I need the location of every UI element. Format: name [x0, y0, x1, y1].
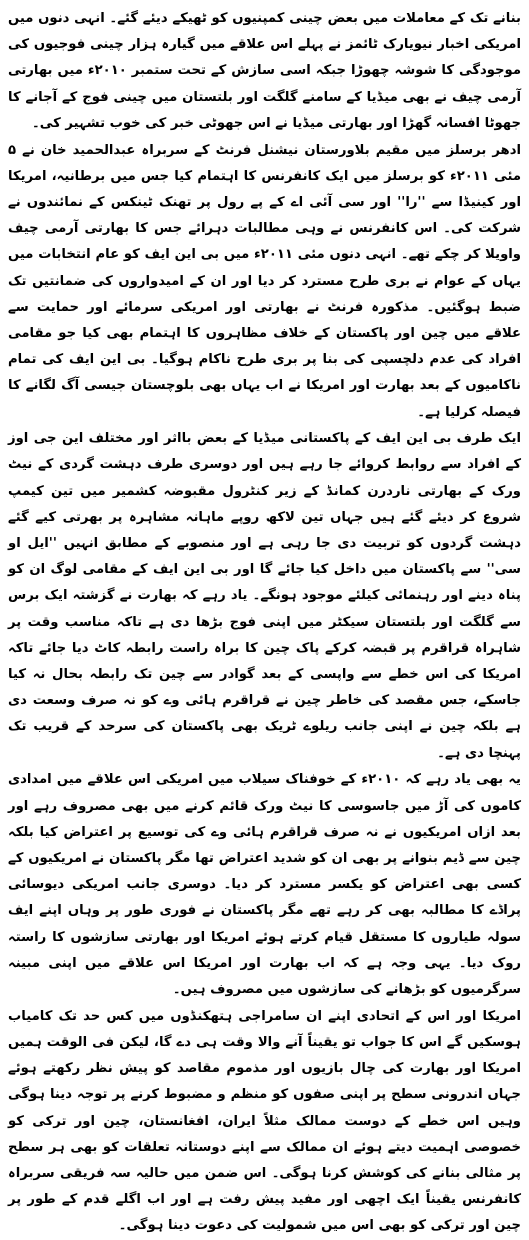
article-paragraph-5: امریکا اور اس کے اتحادی اپنے ان سامراجی ہتھکنڈوں میں کس حد تک کامیاب ہوسکیں گے اس کا جواب تو یقیناً آنے والا وقت ہی دے گا، لیکن فی الوقت ہمیں امریکا اور بھارت کی چال بازیوں اور مذموم مقاصد کو پیش نظر رکھتے ہوئے جہاں اندرونی سطح پر اپنی صفوں کو منظم و مضبوط کرنے پر توجہ دینا ہوگی وہیں اس خطے کے دوست ممالک مثلاً ایران، افغانستان، چین اور ترکی کو خصوصی اہمیت دیتے ہوئے ان ممالک سے اپنے دوستانہ تعلقات کو بھی ہر سطح پر مثالی بنانے کی کوشش کرنا ہوگی۔ اس ضمن میں حالیہ سہ فریقی سربراہ کانفرنس یقیناً ایک اچھی اور مفید پیش رفت ہے اور اب اگلے قدم کے طور پر چین اور ترکی کو بھی اس میں شمولیت کی دعوت دینا ہوگی۔ [8, 1008, 521, 1234]
article-paragraph-4: یہ بھی یاد رہے کہ ۲۰۱۰ء کے خوفناک سیلاب میں امریکی اس علاقے میں امدادی کاموں کی آڑ میں جاسوسی کا نیٹ ورک قائم کرنے میں بھی مصروف رہے اور بعد ازاں امریکیوں نے نہ صرف قراقرم ہائی وے کی توسیع پر اعتراض کیا بلکہ چین سے ڈیم بنوانے پر بھی ان کو شدید اعتراض تھا مگر پاکستان نے امریکیوں کے کسی بھی اعتراض کو یکسر مسترد کر دیا۔ دوسری جانب امریکی دیوسائی پراڈے کا مطالبہ بھی کر رہے تھے مگر پاکستان نے فوری طور پر وہاں اپنے ایف سولہ طیاروں کا مستقل قیام کرتے ہوئے امریکا اور بھارتی سازشوں کا راستہ روک دیا۔ یہی وجہ ہے کہ اب بھارت اور امریکا اس علاقے میں اپنی مبینہ سرگرمیوں کو بڑھانے کی سازشوں میں مصروف ہیں۔ [8, 772, 522, 998]
article-paragraph-2: ادھر برسلز میں مقیم بلاورستان نیشنل فرنٹ کے سربراہ عبدالحمید خان نے ۵ مئی ۲۰۱۱ء کو برسلز میں ایک کانفرنس کا اہتمام کیا جس میں برطانیہ، امریکا اور کینیڈا سے ''را'' اور سی آئی اے کے پے رول پر تھنک ٹینکس کے نمائندوں نے شرکت کی۔ اس کانفرنس نے وہی مطالبات دہرائے جس کا بھارتی آرمی چیف واویلا کر چکے تھے۔ انہی دنوں مئی ۲۰۱۱ء میں بی این ایف کو عام انتخابات میں یہاں کے عوام نے بری طرح مسترد کر دیا اور ان کے امیدواروں کی ضمانتیں تک ضبط ہوگئیں۔ مذکورہ فرنٹ نے بھارتی اور امریکی سرمائے اور حمایت سے علاقے میں چین اور پاکستان کے خلاف مظاہروں کا اہتمام بھی کیا جو مقامی افراد کی عدم دلچسپی کی بنا پر بری طرح ناکام ہوگیا۔ بی این ایف کی تمام ناکامیوں کے بعد بھارت اور امریکا نے اب یہاں بھی بلوچستان جیسی آگ لگانے کا فیصلہ کرلیا ہے۔ [8, 142, 521, 420]
article-paragraph-1: بنانے تک کے معاملات میں بعض چینی کمپنیوں کو ٹھیکے دیئے گئے۔ انہی دنوں میں امریکی اخبار نیویارک ٹائمز نے پہلے اس علاقے میں گیارہ ہزار چینی فوجیوں کی موجودگی کا شوشہ چھوڑا جبکہ اسی سازش کے تحت ستمبر ۲۰۱۰ء میں بھارتی آرمی چیف نے بھی میڈیا کے سامنے گلگت اور بلتستان میں چینی فوج کے آجانے کا جھوٹا افسانہ گھڑا اور بھارتی میڈیا نے اس جھوٹی خبر کی خوب تشہیر کی۔ [8, 11, 521, 131]
article-paragraph-3: ایک طرف بی این ایف کے پاکستانی میڈیا کے بعض بااثر اور مختلف این جی اوز کے افراد سے روابط کروائے جا رہے ہیں اور دوسری طرف دہشت گردی کے نیٹ ورک کے بھارتی ناردرن کمانڈ کے زیر کنٹرول مقبوضہ کشمیر میں تین کیمپ شروع کر دیئے گئے ہیں جہاں تین لاکھ روپے ماہانہ مشاہرہ پر بھرتی کیے گئے دہشت گردوں کو تربیت دی جا رہی ہے اور منصوبے کے مطابق انہیں ''ایل او سی'' سے پاکستان میں داخل کیا جائے گا اور بی این ایف کے مقامی لوگ ان کو پناہ دینے اور رہنمائی کیلئے موجود ہونگے۔ یاد رہے کہ بھارت نے گزشتہ ایک برس سے گلگت اور بلتستان سیکٹر میں اپنی فوج بڑھا دی ہے تاکہ مناسب وقت پر شاہراہ قراقرم پر قبضہ کرکے پاک چین کا براہ راست رابطہ کاٹ دیا جائے تاکہ امریکا کی اس خطے سے واپسی کے بعد گوادر سے چین تک رابطہ بحال نہ کیا جاسکے، جس مقصد کی خاطر چین نے قراقرم ہائی وے کو نہ صرف وسعت دی ہے بلکہ چین نے اپنی جانب ریلوے ٹریک بھی پاکستان کی سرحد کے قریب تک پہنچا دی ہے۔ [8, 431, 521, 761]
